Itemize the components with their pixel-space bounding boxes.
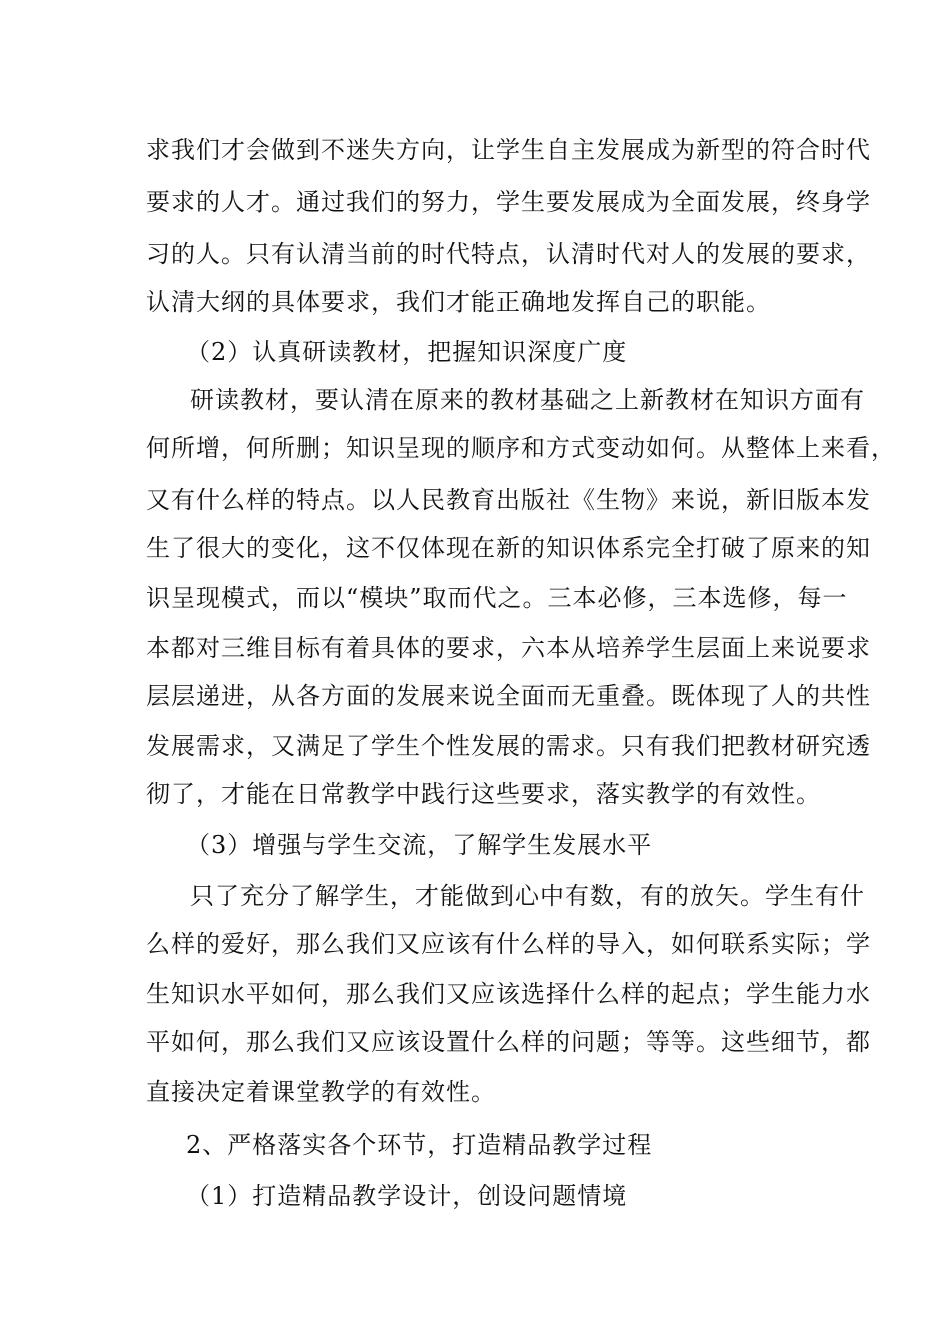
paragraph-line: 彻了，才能在日常教学中践行这些要求，落实教学的有效性。 (146, 780, 821, 808)
paragraph-line: 求我们才会做到不迷失方向，让学生自主发展成为新型的符合时代 (146, 136, 871, 164)
paragraph-line: 识呈现模式，而以“模块”取而代之。三本必修，三本选修，每一 (146, 584, 848, 612)
paragraph-line: 习的人。只有认清当前的时代特点，认清时代对人的发展的要求， (146, 240, 871, 268)
paragraph-line: 直接决定着课堂教学的有效性。 (146, 1078, 496, 1106)
paragraph-line: 么样的爱好，那么我们又应该有什么样的导入，如何联系实际；学 (146, 930, 871, 958)
paragraph-line: 何所增，何所删；知识呈现的顺序和方式变动如何。从整体上来看， (146, 434, 896, 462)
section-heading: （2）认真研读教材，把握知识深度广度 (186, 338, 628, 366)
paragraph-line: 研读教材，要认清在原来的教材基础之上新教材在知识方面有 (190, 386, 865, 414)
section-heading: 2、严格落实各个环节，打造精品教学过程 (186, 1131, 653, 1159)
paragraph-line: 本都对三维目标有着具体的要求，六本从培养学生层面上来说要求 (146, 634, 871, 662)
paragraph-line: 只了充分了解学生，才能做到心中有数，有的放矢。学生有什 (190, 882, 865, 910)
paragraph-line: 又有什么样的特点。以人民教育出版社《生物》来说，新旧版本发 (146, 486, 871, 514)
section-heading: （1）打造精品教学设计，创设问题情境 (186, 1182, 628, 1210)
paragraph-line: 发展需求，又满足了学生个性发展的需求。只有我们把教材研究透 (146, 732, 871, 760)
paragraph-line: 认清大纲的具体要求，我们才能正确地发挥自己的职能。 (146, 288, 771, 316)
paragraph-line: 生了很大的变化，这不仅体现在新的知识体系完全打破了原来的知 (146, 534, 871, 562)
paragraph-line: 层层递进，从各方面的发展来说全面而无重叠。既体现了人的共性 (146, 682, 871, 710)
section-heading: （3）增强与学生交流，了解学生发展水平 (186, 831, 653, 859)
paragraph-line: 生知识水平如何，那么我们又应该选择什么样的起点；学生能力水 (146, 980, 871, 1008)
paragraph-line: 要求的人才。通过我们的努力，学生要发展成为全面发展，终身学 (146, 188, 871, 216)
paragraph-line: 平如何，那么我们又应该设置什么样的问题；等等。这些细节，都 (146, 1028, 871, 1056)
